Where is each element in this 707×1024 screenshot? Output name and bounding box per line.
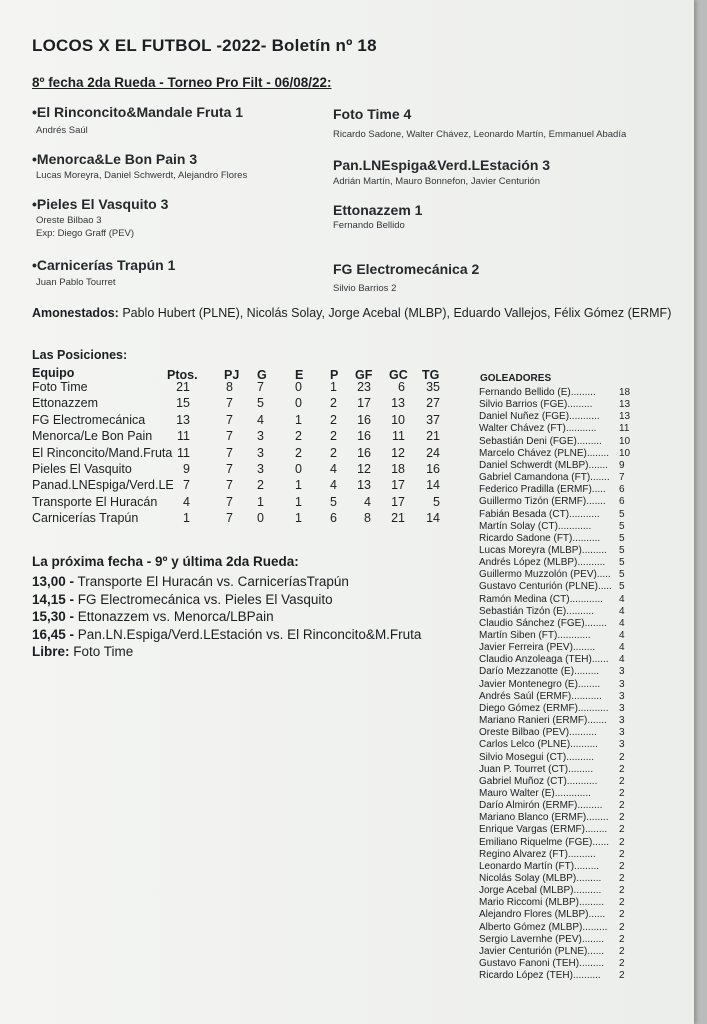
- standings-cell-gc: 11: [392, 429, 405, 444]
- scorer-goals: 3: [619, 666, 625, 678]
- scorer-goals: 2: [619, 970, 625, 982]
- scorer-name: Sebastián Tizón (E)..........: [479, 605, 595, 617]
- standings-cell-pj: 7: [226, 412, 233, 427]
- scorer-row: [479, 642, 639, 654]
- header-pts: Ptos.: [167, 368, 198, 382]
- header-g: G: [257, 368, 267, 382]
- scorer-row: [479, 533, 639, 545]
- scorer-goals: 2: [619, 824, 625, 836]
- scorer-row: [479, 861, 639, 873]
- scorer-name: Andrés López (MLBP)..........: [479, 557, 606, 569]
- scorer-row: [479, 958, 639, 970]
- scorer-name: Darío Mezzanotte (E).........: [479, 666, 600, 678]
- standings-cell-pj: 8: [226, 380, 233, 394]
- scorer-row: [479, 460, 639, 472]
- scorer-row: [479, 666, 639, 678]
- match-2-away: Pan.LNEspiga&Verd.LEstación 3: [333, 157, 551, 173]
- scorer-name: Leonardo Martín (FT).........: [479, 860, 600, 872]
- scorer-name: Javier Ferreira (PEV)........: [479, 642, 596, 654]
- standings-cell-team: Menorca/Le Bon Pain: [32, 429, 153, 444]
- scorer-name: Daniel Schwerdt (MLBP).......: [479, 459, 608, 471]
- standings-row: [0, 495, 460, 511]
- scorer-name: Silvio Barrios (FGE).........: [479, 399, 593, 411]
- scorer-row: [479, 399, 639, 411]
- fixture-match: FG Electromecánica vs. Pieles El Vasquito: [74, 591, 333, 607]
- scorer-row: [479, 594, 639, 606]
- standings-cell-gc: 18: [391, 462, 405, 476]
- fixture-line: [32, 592, 333, 607]
- scorer-goals: 13: [619, 411, 631, 423]
- header-pj: PJ: [224, 368, 240, 382]
- scorer-row: [479, 557, 639, 569]
- scorer-row: [479, 824, 639, 836]
- scorer-goals: 2: [619, 873, 625, 884]
- scorer-goals: 2: [619, 885, 625, 897]
- scorer-goals: 5: [619, 544, 625, 556]
- scorer-row: [479, 788, 639, 800]
- standings-cell-e: 2: [295, 429, 302, 444]
- scorer-row: [479, 776, 639, 788]
- scorer-goals: 2: [619, 800, 625, 812]
- scorer-goals: 3: [619, 739, 625, 751]
- standings-cell-tg: 16: [426, 462, 440, 476]
- standings-cell-tg: 35: [426, 380, 440, 394]
- standings-cell-tg: 14: [426, 478, 440, 493]
- standings-row: [0, 511, 460, 527]
- scorer-row: [479, 812, 639, 824]
- fixture-match: Pan.LN.Espiga/Verd.LEstación vs. El Rinconcito&M.Fruta: [74, 626, 422, 642]
- scorer-goals: 5: [619, 520, 625, 532]
- standings-cell-gf: 4: [364, 494, 371, 509]
- standings-cell-p: 2: [330, 445, 337, 460]
- scorer-row: [479, 727, 639, 739]
- standings-cell-team: Pieles El Vasquito: [32, 462, 132, 476]
- standings-cell-pts: 11: [177, 429, 190, 444]
- standings-cell-g: 1: [257, 494, 264, 509]
- scorer-goals: 18: [619, 387, 631, 398]
- standings-cell-g: 5: [257, 396, 264, 411]
- standings-cell-pts: 13: [176, 412, 190, 427]
- standings-cell-e: 1: [295, 494, 302, 509]
- scorer-name: Nicolás Solay (MLBP).........: [479, 873, 602, 884]
- scorer-goals: 5: [619, 581, 625, 593]
- scorer-name: Gabriel Camandona (FT).......: [479, 472, 610, 484]
- standings-cell-team: Carnicerías Trapún: [32, 511, 139, 526]
- match-3-home: •Pieles El Vasquito 3: [32, 196, 169, 212]
- standings-cell-gc: 21: [391, 511, 405, 526]
- standings-cell-pts: 4: [183, 494, 190, 509]
- scorer-name: Fernando Bellido (E).........: [479, 387, 596, 398]
- scorer-goals: 2: [619, 860, 625, 872]
- scorer-name: Mauro Walter (E).............: [479, 787, 591, 799]
- standings-cell-pj: 7: [226, 494, 233, 509]
- scorer-name: Diego Gómez (ERMF)...........: [479, 702, 609, 714]
- scorer-row: [479, 387, 639, 399]
- scorer-goals: 3: [619, 678, 625, 690]
- standings-cell-pts: 7: [183, 478, 190, 493]
- scorer-goals: 2: [619, 921, 625, 933]
- scorer-name: Guillermo Muzzolón (PEV).....: [479, 569, 611, 581]
- standings-cell-gc: 10: [391, 412, 405, 427]
- scorer-row: [479, 752, 639, 764]
- scorer-goals: 9: [619, 459, 625, 471]
- fixture-time: Libre:: [32, 644, 70, 659]
- scorer-goals: 6: [619, 496, 625, 508]
- scorer-goals: 5: [619, 569, 625, 581]
- standings-title: Las Posiciones:: [32, 348, 128, 362]
- scorer-goals: 2: [619, 933, 625, 945]
- scorer-name: Gustavo Centurión (PLNE).....: [479, 581, 612, 593]
- scorer-row: [479, 581, 639, 593]
- scorer-goals: 5: [619, 557, 625, 569]
- scorer-goals: 2: [619, 775, 625, 787]
- standings-cell-p: 4: [330, 462, 337, 476]
- standings-cell-e: 1: [295, 511, 302, 526]
- scorer-row: [479, 630, 639, 642]
- scorer-row: [479, 885, 639, 897]
- scorer-name: Ricardo Sadone (FT)..........: [479, 532, 601, 544]
- standings-cell-team: Ettonazzem: [32, 396, 99, 411]
- scorer-row: [479, 606, 639, 618]
- scorer-name: Alberto Gómez (MLBP).........: [479, 921, 608, 933]
- round-subtitle: 8º fecha 2da Rueda - Torneo Pro Filt - 06/08/22:: [32, 75, 332, 90]
- scorer-row: [479, 764, 639, 776]
- scorer-row: [479, 423, 639, 435]
- scorer-row: [479, 618, 639, 630]
- standings-cell-pj: 7: [226, 511, 233, 526]
- scorer-goals: 2: [619, 763, 625, 775]
- booked-list: Pablo Hubert (PLNE), Nicolás Solay, Jorge Acebal (MLBP), Eduardo Vallejos, Félix Gómez (ERMF): [122, 306, 672, 320]
- scorer-name: Javier Montenegro (E)........: [479, 678, 601, 690]
- standings-cell-gc: 17: [391, 478, 405, 493]
- standings-cell-p: 5: [330, 494, 337, 509]
- scorer-goals: 5: [619, 532, 625, 544]
- scorer-name: Andrés Saúl (ERMF)...........: [479, 690, 602, 702]
- scorer-goals: 2: [619, 836, 625, 848]
- scorer-name: Mario Riccomi (MLBP).........: [479, 897, 605, 909]
- standings-cell-gf: 16: [357, 429, 371, 444]
- standings-cell-p: 4: [330, 478, 337, 493]
- standings-cell-gc: 6: [398, 380, 405, 394]
- match-3-expulsion: Exp: Diego Graff (PEV): [36, 228, 135, 239]
- match-2-home: •Menorca&Le Bon Pain 3: [32, 151, 198, 167]
- match-1-home-scorers: Andrés Saúl: [36, 125, 88, 136]
- standings-cell-team: FG Electromecánica: [32, 412, 146, 427]
- standings-row: [0, 478, 460, 494]
- standings-cell-pj: 7: [226, 445, 233, 460]
- scorer-goals: 10: [619, 435, 631, 447]
- standings-cell-pj: 7: [226, 462, 233, 476]
- scorer-goals: 4: [619, 654, 625, 666]
- scorer-goals: 4: [619, 617, 625, 629]
- scorer-name: Darío Almirón (ERMF).........: [479, 800, 603, 812]
- scorer-row: [479, 411, 639, 423]
- standings-cell-e: 1: [295, 478, 302, 493]
- match-3-home-scorers: Oreste Bilbao 3: [36, 215, 102, 226]
- fixture-match: Ettonazzem vs. Menorca/LBPain: [74, 609, 274, 624]
- scorer-name: Mariano Ranieri (ERMF).......: [479, 715, 607, 727]
- scorer-goals: 3: [619, 690, 625, 702]
- match-3-away: Ettonazzem 1: [333, 202, 423, 218]
- standings-cell-e: 0: [295, 396, 302, 411]
- standings-row: [0, 429, 460, 445]
- scorer-name: Regino Alvarez (FT)..........: [479, 848, 596, 860]
- standings-cell-gf: 16: [357, 445, 371, 460]
- scorer-name: Silvio Mosegui (CT)..........: [479, 751, 595, 763]
- standings-cell-tg: 14: [426, 511, 440, 526]
- standings-row: [0, 380, 460, 396]
- scorer-row: [479, 654, 639, 666]
- scorer-goals: 3: [619, 715, 625, 727]
- scorer-name: Guillermo Tizón (ERMF).......: [479, 496, 606, 508]
- fixture-time: 15,30 -: [32, 609, 75, 624]
- scorer-goals: 4: [619, 642, 625, 654]
- standings-cell-pts: 9: [183, 462, 190, 476]
- scorer-goals: 11: [619, 423, 630, 435]
- scorer-name: Claudio Sánchez (FGE)........: [479, 617, 607, 629]
- scorer-name: Marcelo Chávez (PLNE)........: [479, 447, 610, 459]
- scorer-name: Javier Centurión (PLNE)......: [479, 945, 605, 957]
- standings-cell-e: 2: [295, 445, 302, 460]
- standings-cell-p: 2: [330, 396, 337, 411]
- scorers-title: GOLEADORES: [480, 373, 552, 384]
- standings-cell-tg: 24: [426, 445, 440, 460]
- fixture-line: [32, 627, 421, 642]
- standings-cell-gc: 12: [391, 445, 405, 460]
- standings-cell-pts: 11: [177, 445, 190, 460]
- standings-cell-team: El Rinconcito/Mand.Fruta: [32, 445, 173, 460]
- scorer-row: [479, 800, 639, 812]
- standings-cell-tg: 37: [426, 412, 440, 427]
- match-4-home: •Carnicerías Trapún 1: [32, 257, 176, 273]
- standings-cell-gf: 16: [357, 412, 371, 427]
- scorer-goals: 3: [619, 702, 625, 714]
- scorer-goals: 4: [619, 630, 625, 641]
- booked-label: Amonestados:: [32, 306, 119, 320]
- standings-cell-e: 1: [295, 412, 302, 427]
- booked-players: [32, 306, 671, 320]
- scorer-goals: 2: [619, 848, 625, 860]
- match-2-home-scorers: Lucas Moreyra, Daniel Schwerdt, Alejandro Flores: [36, 170, 248, 181]
- standings-cell-g: 2: [257, 478, 264, 493]
- standings-cell-pts: 21: [176, 380, 190, 394]
- fixture-line: [32, 574, 349, 589]
- scorer-name: Daniel Nuñez (FGE)...........: [479, 411, 600, 423]
- fixture-line: [32, 644, 133, 659]
- header-gf: GF: [355, 368, 373, 382]
- standings-cell-g: 3: [257, 429, 264, 444]
- scorer-goals: 7: [619, 472, 625, 484]
- scorer-row: [479, 448, 639, 460]
- standings-cell-gc: 13: [391, 396, 405, 411]
- standings-cell-pts: 15: [176, 396, 190, 411]
- standings-cell-gf: 23: [357, 380, 371, 394]
- standings-cell-p: 6: [330, 511, 337, 526]
- standings-cell-tg: 27: [426, 396, 440, 411]
- standings-cell-e: 0: [295, 462, 302, 476]
- scorer-row: [479, 715, 639, 727]
- scorer-row: [479, 521, 639, 533]
- fixture-time: 13,00 -: [32, 574, 75, 589]
- match-1-away-scorers: Ricardo Sadone, Walter Chávez, Leonardo Martín, Emmanuel Abadía: [333, 129, 627, 140]
- scorer-name: Claudio Anzoleaga (TEH)......: [479, 654, 609, 666]
- standings-cell-team: Foto Time: [32, 380, 88, 394]
- standings-cell-g: 3: [257, 462, 264, 476]
- standings-cell-p: 2: [330, 429, 337, 444]
- scorer-goals: 2: [619, 945, 625, 957]
- scorer-name: Sergio Lavernhe (PEV)........: [479, 933, 605, 945]
- scorer-row: [479, 946, 639, 958]
- scorer-goals: 2: [619, 897, 625, 909]
- scorer-goals: 4: [619, 605, 625, 617]
- scorer-row: [479, 909, 639, 921]
- standings-row: [0, 462, 460, 478]
- scorer-name: Gabriel Muñoz (CT)...........: [479, 775, 598, 787]
- header-tg: TG: [422, 368, 440, 382]
- scorer-name: Carlos Lelco (PLNE)..........: [479, 739, 598, 751]
- bulletin-title: LOCOS X EL FUTBOL -2022- Boletín nº 18: [32, 36, 377, 55]
- standings-cell-pts: 1: [183, 511, 190, 526]
- scorer-goals: 6: [619, 484, 625, 496]
- scorer-row: [479, 897, 639, 909]
- standings-cell-e: 0: [295, 380, 302, 394]
- scorer-name: Ricardo López (TEH)..........: [479, 970, 601, 982]
- scorer-name: Federico Pradilla (ERMF).....: [479, 484, 606, 496]
- match-1-home: •El Rinconcito&Mandale Fruta 1: [32, 104, 244, 120]
- match-1-away: Foto Time 4: [333, 106, 412, 122]
- scorer-row: [479, 739, 639, 751]
- standings-cell-gf: 12: [357, 462, 371, 476]
- standings-cell-p: 2: [330, 412, 337, 427]
- header-gc: GC: [389, 368, 408, 382]
- header-e: E: [295, 368, 304, 382]
- standings-cell-p: 1: [330, 380, 337, 394]
- standings-cell-team: Panad.LNEspiga/Verd.LE: [32, 478, 174, 493]
- scorer-goals: 10: [619, 447, 631, 459]
- scorer-goals: 5: [619, 508, 625, 520]
- standings-cell-g: 7: [257, 380, 264, 394]
- scorer-name: Mariano Blanco (ERMF)........: [479, 812, 609, 824]
- scorer-name: Oreste Bilbao (PEV)..........: [479, 727, 597, 739]
- scorer-name: Sebastián Deni (FGE).........: [479, 435, 602, 447]
- fixture-match: Transporte El Huracán vs. CarniceríasTrapún: [74, 574, 349, 589]
- match-4-away: FG Electromecánica 2: [333, 261, 480, 277]
- scorer-goals: 2: [619, 751, 625, 763]
- scorer-row: [479, 849, 639, 861]
- standings-cell-pj: 7: [226, 429, 233, 444]
- scorer-name: Ramón Medina (CT)............: [479, 593, 603, 605]
- scorer-row: [479, 569, 639, 581]
- scorer-row: [479, 496, 639, 508]
- standings-cell-pj: 7: [226, 478, 233, 493]
- scorer-name: Jorge Acebal (MLBP)..........: [479, 885, 602, 897]
- scorer-goals: 2: [619, 958, 625, 970]
- fixture-time: 14,15 -: [32, 591, 75, 607]
- scorer-name: Emiliano Riquelme (FGE)......: [479, 836, 610, 848]
- scorer-row: [479, 679, 639, 691]
- scorer-name: Juan P. Tourret (CT).........: [479, 763, 594, 775]
- scorer-row: [479, 436, 639, 448]
- scorer-row: [479, 970, 639, 982]
- match-3-away-scorers: Fernando Bellido: [333, 220, 405, 231]
- scorer-name: Gustavo Fanoni (TEH).........: [479, 958, 605, 970]
- header-team: Equipo: [32, 366, 75, 380]
- standings-row: [0, 413, 460, 429]
- scorer-name: Fabián Besada (CT)...........: [479, 508, 600, 520]
- scorer-row: [479, 837, 639, 849]
- standings-cell-tg: 21: [426, 429, 440, 444]
- scorer-goals: 3: [619, 727, 625, 739]
- match-2-away-scorers: Adrián Martín, Mauro Bonnefon, Javier Centurión: [333, 176, 540, 187]
- scorer-name: Martín Solay (CT)............: [479, 520, 592, 532]
- standings-cell-pj: 7: [226, 396, 233, 411]
- scorer-row: [479, 545, 639, 557]
- scorer-row: [479, 691, 639, 703]
- scorer-name: Martín Siben (FT)............: [479, 630, 591, 641]
- scorer-row: [479, 484, 639, 496]
- standings-cell-g: 3: [257, 445, 264, 460]
- scorer-row: [479, 873, 639, 885]
- scorer-goals: 4: [619, 593, 625, 605]
- scorer-goals: 13: [619, 399, 631, 411]
- match-4-home-scorers: Juan Pablo Tourret: [36, 277, 116, 288]
- standings-cell-g: 0: [257, 511, 264, 526]
- scorer-row: [479, 703, 639, 715]
- scorer-row: [479, 934, 639, 946]
- scorer-name: Enrique Vargas (ERMF)........: [479, 824, 608, 836]
- fixture-time: 16,45 -: [32, 626, 75, 642]
- scorer-row: [479, 509, 639, 521]
- scorer-name: Alejandro Flores (MLBP)......: [479, 909, 606, 921]
- standings-cell-gf: 8: [364, 511, 371, 526]
- standings-cell-team: Transporte El Huracán: [32, 494, 158, 509]
- fixture-line: [32, 609, 274, 624]
- standings-cell-gf: 17: [357, 396, 371, 411]
- scorer-goals: 2: [619, 787, 625, 799]
- standings-cell-gc: 17: [391, 494, 405, 509]
- scorer-goals: 2: [619, 909, 625, 921]
- header-p: P: [330, 368, 339, 382]
- standings-cell-g: 4: [257, 412, 264, 427]
- scorer-row: [479, 472, 639, 484]
- match-4-away-scorers: Silvio Barrios 2: [333, 283, 397, 294]
- standings-row: [0, 396, 460, 412]
- scorer-goals: 2: [619, 812, 625, 824]
- scorer-name: Lucas Moreyra (MLBP).........: [479, 544, 607, 556]
- standings-row: [0, 446, 460, 462]
- standings-cell-tg: 5: [433, 494, 440, 509]
- fixture-match: Foto Time: [69, 644, 134, 659]
- next-round-title: La próxima fecha - 9º y última 2da Rueda:: [32, 554, 299, 569]
- standings-cell-gf: 13: [357, 478, 371, 493]
- scorer-name: Walter Chávez (FT)...........: [479, 423, 597, 435]
- scorer-row: [479, 922, 639, 934]
